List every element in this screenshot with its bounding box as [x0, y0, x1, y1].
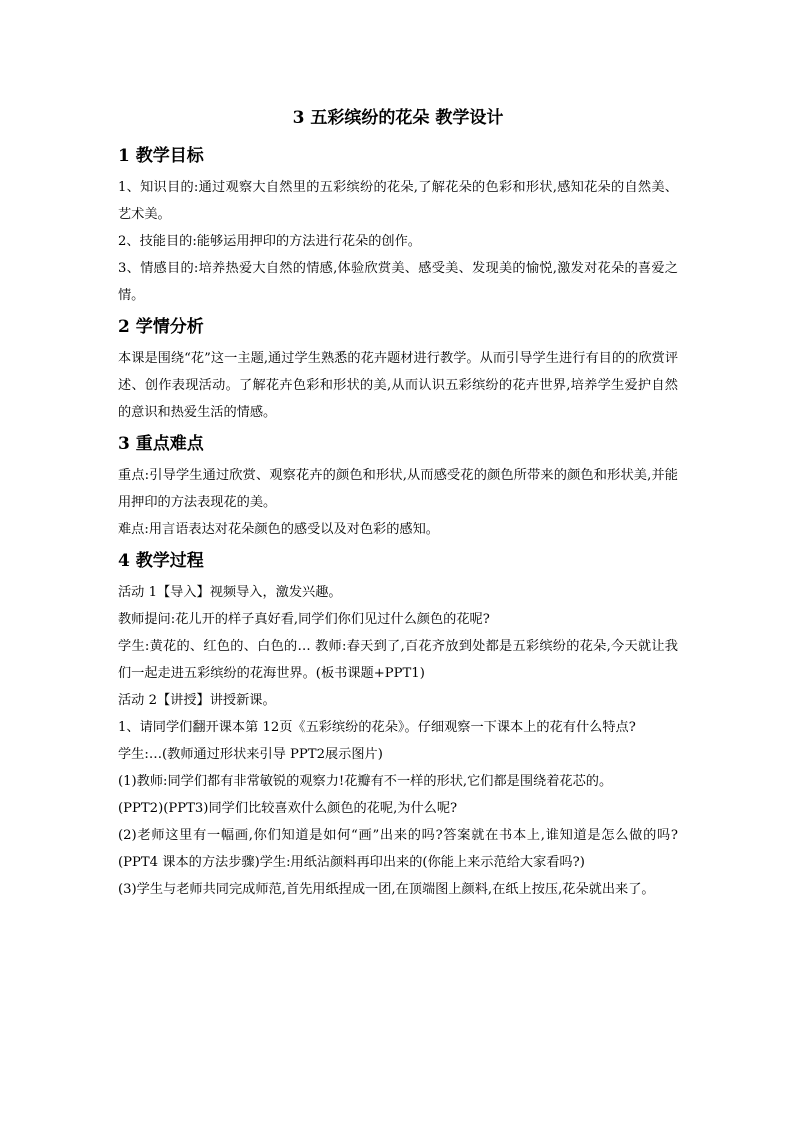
paragraph: (3)学生与老师共同完成师范,首先用纸捏成一团,在顶端图上颜料,在纸上按压,花朵就出来了。 — [118, 882, 655, 897]
section-heading: 3 重点难点 — [118, 434, 204, 454]
document-title: 3 五彩缤纷的花朵 教学设计 — [292, 108, 504, 128]
paragraph: (PPT2)(PPT3)同学们比较喜欢什么颜色的花呢,为什么呢? — [118, 801, 458, 816]
section-heading: 1 教学目标 — [118, 146, 204, 166]
section-teaching-process — [118, 547, 678, 903]
section-key-points — [118, 430, 678, 543]
paragraph: 活动 1【导入】视频导入，激发兴趣。 — [118, 585, 342, 600]
paragraph: 本课是围绕“花”这一主题,通过学生熟悉的花卉题材进行教学。从而引导学生进行有目的的欣赏评述、创作表现活动。了解花卉色彩和形状的美,从而认识五彩缤纷的花卉世界,培养学生爱护自然的意识和热爱生活的情感。 — [118, 351, 678, 420]
section-heading: 2 学情分析 — [118, 317, 204, 337]
paragraph: 重点:引导学生通过欣赏、观察花卉的颜色和形状,从而感受花的颜色所带来的颜色和形状美,并能用押印的方法表现花的美。 — [118, 468, 678, 510]
paragraph: 学生:黄花的、红色的、白色的… 教师:春天到了,百花齐放到处都是五彩缤纷的花朵,今天就让我们一起走进五彩缤纷的花海世界。(板书课题+PPT1) — [118, 639, 678, 681]
document-page — [118, 104, 678, 903]
paragraph: (1)教师:同学们都有非常敏锐的观察力!花瓣有不一样的形状,它们都是围绕着花芯的。 — [118, 774, 613, 789]
paragraph: 难点:用言语表达对花朵颜色的感受以及对色彩的感知。 — [118, 522, 439, 537]
paragraph: 1、知识目的:通过观察大自然里的五彩缤纷的花朵,了解花朵的色彩和形状,感知花朵的自然美、艺术美。 — [118, 180, 678, 222]
paragraph: (2)老师这里有一幅画,你们知道是如何“画”出来的吗?答案就在书本上,谁知道是怎么做的吗?(PPT4 课本的方法步骤)学生:用纸沾颜料再印出来的(你能上来示范给大家看吗?) — [118, 828, 678, 870]
section-heading: 4 教学过程 — [118, 551, 204, 571]
paragraph: 3、情感目的:培养热爱大自然的情感,体验欣赏美、感受美、发现美的愉悦,激发对花朵的喜爱之情。 — [118, 261, 678, 303]
paragraph: 2、技能目的:能够运用押印的方法进行花朵的创作。 — [118, 234, 421, 249]
section-student-analysis — [118, 313, 678, 426]
section-objectives — [118, 142, 678, 309]
paragraph: 1、请同学们翻开课本第 12页《五彩缤纷的花朵》。仔细观察一下课本上的花有什么特点? — [118, 720, 636, 735]
paragraph: 教师提问:花儿开的样子真好看,同学们你们见过什么颜色的花呢? — [118, 612, 490, 627]
paragraph: 活动 2【讲授】讲授新课。 — [118, 693, 276, 708]
paragraph: 学生:…(教师通过形状来引导 PPT2展示图片) — [118, 747, 383, 762]
